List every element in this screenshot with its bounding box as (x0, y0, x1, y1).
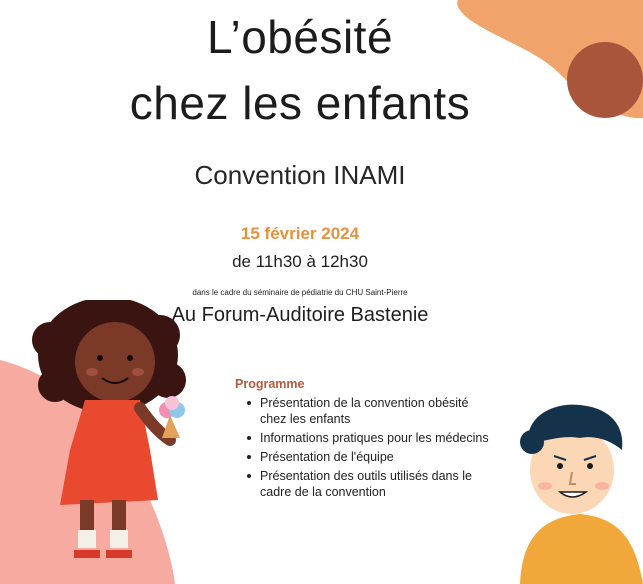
event-date: 15 février 2024 (240, 224, 360, 243)
programme-item: Présentation de la convention obésité chez les enfants (245, 395, 490, 427)
programme-heading: Programme (235, 377, 305, 391)
event-context: dans le cadre du séminaire de pédiatrie du CHU Saint-Pierre (192, 288, 408, 297)
programme-item: Informations pratiques pour les médecins (245, 430, 490, 446)
page-title-line-1: L’obésité (206, 11, 394, 63)
page-title-line-2: chez les enfants (129, 77, 471, 129)
programme-list (245, 395, 490, 503)
girl-with-ice-cream-illustration (30, 300, 200, 562)
programme-item: Présentation de l'équipe (245, 449, 490, 465)
page-subtitle: Convention INAMI (194, 160, 406, 190)
event-time: de 11h30 à 12h30 (232, 252, 368, 271)
boy-illustration (510, 400, 643, 584)
event-venue: Au Forum-Auditoire Bastenie (171, 304, 429, 326)
programme-item: Présentation des outils utilisés dans le cadre de la convention (245, 468, 490, 500)
